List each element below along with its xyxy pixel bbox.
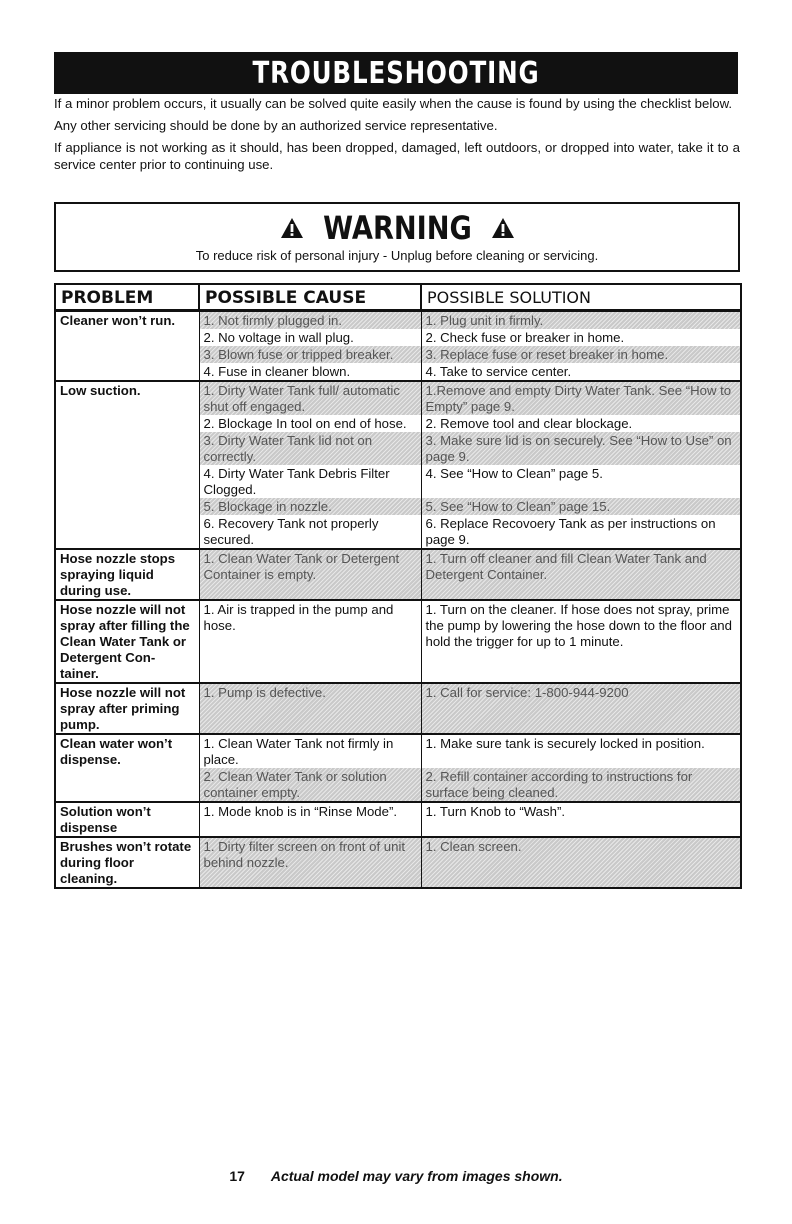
problem-cell: Solution won’t dispense [55, 802, 199, 837]
cause-cell: 1. Dirty filter screen on front of unit behind nozzle. [199, 837, 421, 888]
problem-cell: Cleaner won’t run. [55, 311, 199, 382]
table-row [55, 734, 741, 768]
solution-cell: 1.Remove and empty Dirty Water Tank. See “How to Empty” page 9. [421, 381, 741, 415]
solution-cell: 3. Replace fuse or reset breaker in home. [421, 346, 741, 363]
solution-cell: 4. See “How to Clean” page 5. [421, 465, 741, 498]
intro-paragraph: If a minor problem occurs, it usually can be solved quite easily when the cause is found by using the checklist below. [54, 96, 733, 111]
problem-cell: Low suction. [55, 381, 199, 549]
cause-cell: 1. Not firmly plugged in. [199, 311, 421, 330]
solution-cell: 1. Turn on the cleaner. If hose does not spray, prime the pump by lowering the hose down to the floor and hold the trigger for up to 1 minute. [421, 600, 741, 683]
solution-cell: 3. Make sure lid is on securely. See “How to Use” on page 9. [421, 432, 741, 465]
header-solution: POSSIBLE SOLUTION [421, 284, 741, 311]
intro-text [54, 95, 740, 178]
footer-note: Actual model may vary from images shown. [270, 1168, 563, 1184]
cause-cell: 6. Recovery Tank not properly secured. [199, 515, 421, 549]
table-row [55, 311, 741, 330]
table-row [55, 802, 741, 837]
solution-cell: 2. Refill container according to instructions for surface being cleaned. [421, 768, 741, 802]
cause-cell: 3. Blown fuse or tripped breaker. [199, 346, 421, 363]
problem-cell: Hose nozzle will not spray after filling the Clean Water Tank or Detergent Con- tainer. [55, 600, 199, 683]
cause-cell: 1. Mode knob is in “Rinse Mode”. [199, 802, 421, 837]
solution-cell: 2. Check fuse or breaker in home. [421, 329, 741, 346]
cause-cell: 1. Dirty Water Tank full/ automatic shut off engaged. [199, 381, 421, 415]
solution-cell: 1. Call for service: 1-800-944-9200 [421, 683, 741, 734]
cause-cell: 4. Dirty Water Tank Debris Filter Clogged. [199, 465, 421, 498]
cause-cell: 1. Air is trapped in the pump and hose. [199, 600, 421, 683]
problem-cell: Brushes won’t rotate during floor cleaning. [55, 837, 199, 888]
warning-heading: WARNING [322, 209, 472, 247]
troubleshooting-table [54, 283, 742, 889]
header-problem: PROBLEM [55, 284, 199, 311]
warning-text: To reduce risk of personal injury - Unplug before cleaning or servicing. [195, 248, 599, 263]
solution-cell: 4. Take to service center. [421, 363, 741, 381]
table-row [55, 600, 741, 683]
cause-cell: 1. Clean Water Tank not firmly in place. [199, 734, 421, 768]
cause-cell: 1. Clean Water Tank or Detergent Container is empty. [199, 549, 421, 600]
problem-cell: Clean water won’t dispense. [55, 734, 199, 802]
solution-cell: 1. Make sure tank is securely locked in position. [421, 734, 741, 768]
intro-paragraph: Any other servicing should be done by an authorized service representative. [54, 118, 498, 133]
page-footer [0, 1168, 792, 1184]
cause-cell: 1. Pump is defective. [199, 683, 421, 734]
cause-cell: 4. Fuse in cleaner blown. [199, 363, 421, 381]
warning-triangle-icon [491, 217, 515, 239]
title-bar [54, 52, 738, 94]
cause-cell: 3. Dirty Water Tank lid not on correctly. [199, 432, 421, 465]
cause-cell: 2. Blockage In tool on end of hose. [199, 415, 421, 432]
intro-paragraph: If appliance is not working as it should, has been dropped, damaged, left outdoors, or dropped into water, take it to a service center prior to continuing use. [54, 140, 740, 172]
solution-cell: 1. Turn Knob to “Wash”. [421, 802, 741, 837]
table-body [55, 311, 741, 889]
header-cause: POSSIBLE CAUSE [199, 284, 421, 311]
table-row [55, 837, 741, 888]
table-row [55, 381, 741, 415]
table-header-row [55, 284, 741, 311]
solution-cell: 1. Plug unit in firmly. [421, 311, 741, 330]
solution-cell: 1. Turn off cleaner and fill Clean Water Tank and Detergent Container. [421, 549, 741, 600]
solution-cell: 1. Clean screen. [421, 837, 741, 888]
cause-cell: 5. Blockage in nozzle. [199, 498, 421, 515]
problem-cell: Hose nozzle will not spray after priming pump. [55, 683, 199, 734]
cause-cell: 2. No voltage in wall plug. [199, 329, 421, 346]
cause-cell: 2. Clean Water Tank or solution container empty. [199, 768, 421, 802]
page-number: 17 [229, 1168, 245, 1184]
warning-box [54, 202, 740, 272]
solution-cell: 5. See “How to Clean” page 15. [421, 498, 741, 515]
table-row [55, 549, 741, 600]
warning-triangle-icon [280, 217, 304, 239]
solution-cell: 2. Remove tool and clear blockage. [421, 415, 741, 432]
problem-cell: Hose nozzle stops spraying liquid during use. [55, 549, 199, 600]
solution-cell: 6. Replace Recovoery Tank as per instructions on page 9. [421, 515, 741, 549]
page-title: TROUBLESHOOTING [252, 55, 540, 91]
table-row [55, 683, 741, 734]
